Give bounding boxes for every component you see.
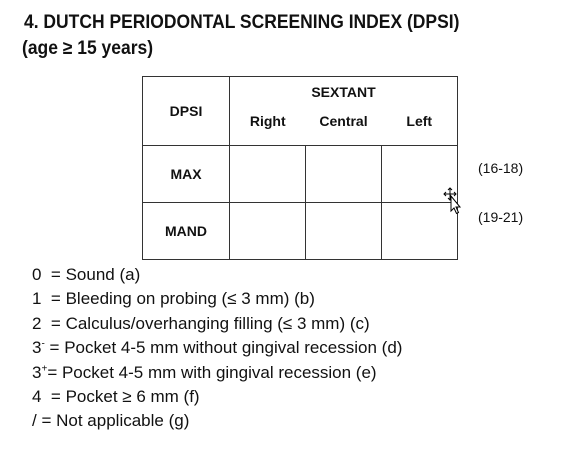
score-cell-mand-central[interactable] bbox=[306, 203, 382, 260]
score-legend bbox=[32, 263, 402, 434]
dpsi-table bbox=[142, 76, 458, 260]
move-cursor-icon bbox=[443, 187, 463, 215]
column-header-right: Right bbox=[230, 107, 306, 146]
form-title: 4. DUTCH PERIODONTAL SCREENING INDEX (DPSI) bbox=[24, 12, 460, 33]
dpsi-header-cell: DPSI bbox=[143, 77, 230, 146]
table-row-mand bbox=[143, 203, 458, 260]
sextant-header-cell: SEXTANT bbox=[230, 77, 458, 108]
form-subtitle: (age ≥ 15 years) bbox=[22, 38, 154, 59]
legend-item: 2 = Calculus/overhanging filling (≤ 3 mm) (c) bbox=[32, 313, 370, 333]
range-label-mand: (19-21) bbox=[478, 209, 524, 225]
score-cell-max-central[interactable] bbox=[306, 146, 382, 203]
legend-item: 4 = Pocket ≥ 6 mm (f) bbox=[32, 387, 200, 407]
score-cell-max-right[interactable] bbox=[230, 146, 306, 203]
table-row-max bbox=[143, 146, 458, 203]
range-label-max: (16-18) bbox=[478, 160, 524, 176]
column-header-central: Central bbox=[306, 107, 382, 146]
row-label-mand: MAND bbox=[143, 203, 230, 260]
legend-item: 1 = Bleeding on probing (≤ 3 mm) (b) bbox=[32, 289, 315, 309]
legend-item: / = Not applicable (g) bbox=[32, 411, 190, 431]
column-header-left: Left bbox=[382, 107, 458, 146]
legend-item: 0 = Sound (a) bbox=[32, 265, 141, 284]
row-label-max: MAX bbox=[143, 146, 230, 203]
score-cell-mand-right[interactable] bbox=[230, 203, 306, 260]
legend-item: 3+= Pocket 4-5 mm with gingival recession (e) bbox=[32, 362, 377, 382]
legend-item: 3- = Pocket 4-5 mm without gingival recession (d) bbox=[32, 338, 403, 358]
